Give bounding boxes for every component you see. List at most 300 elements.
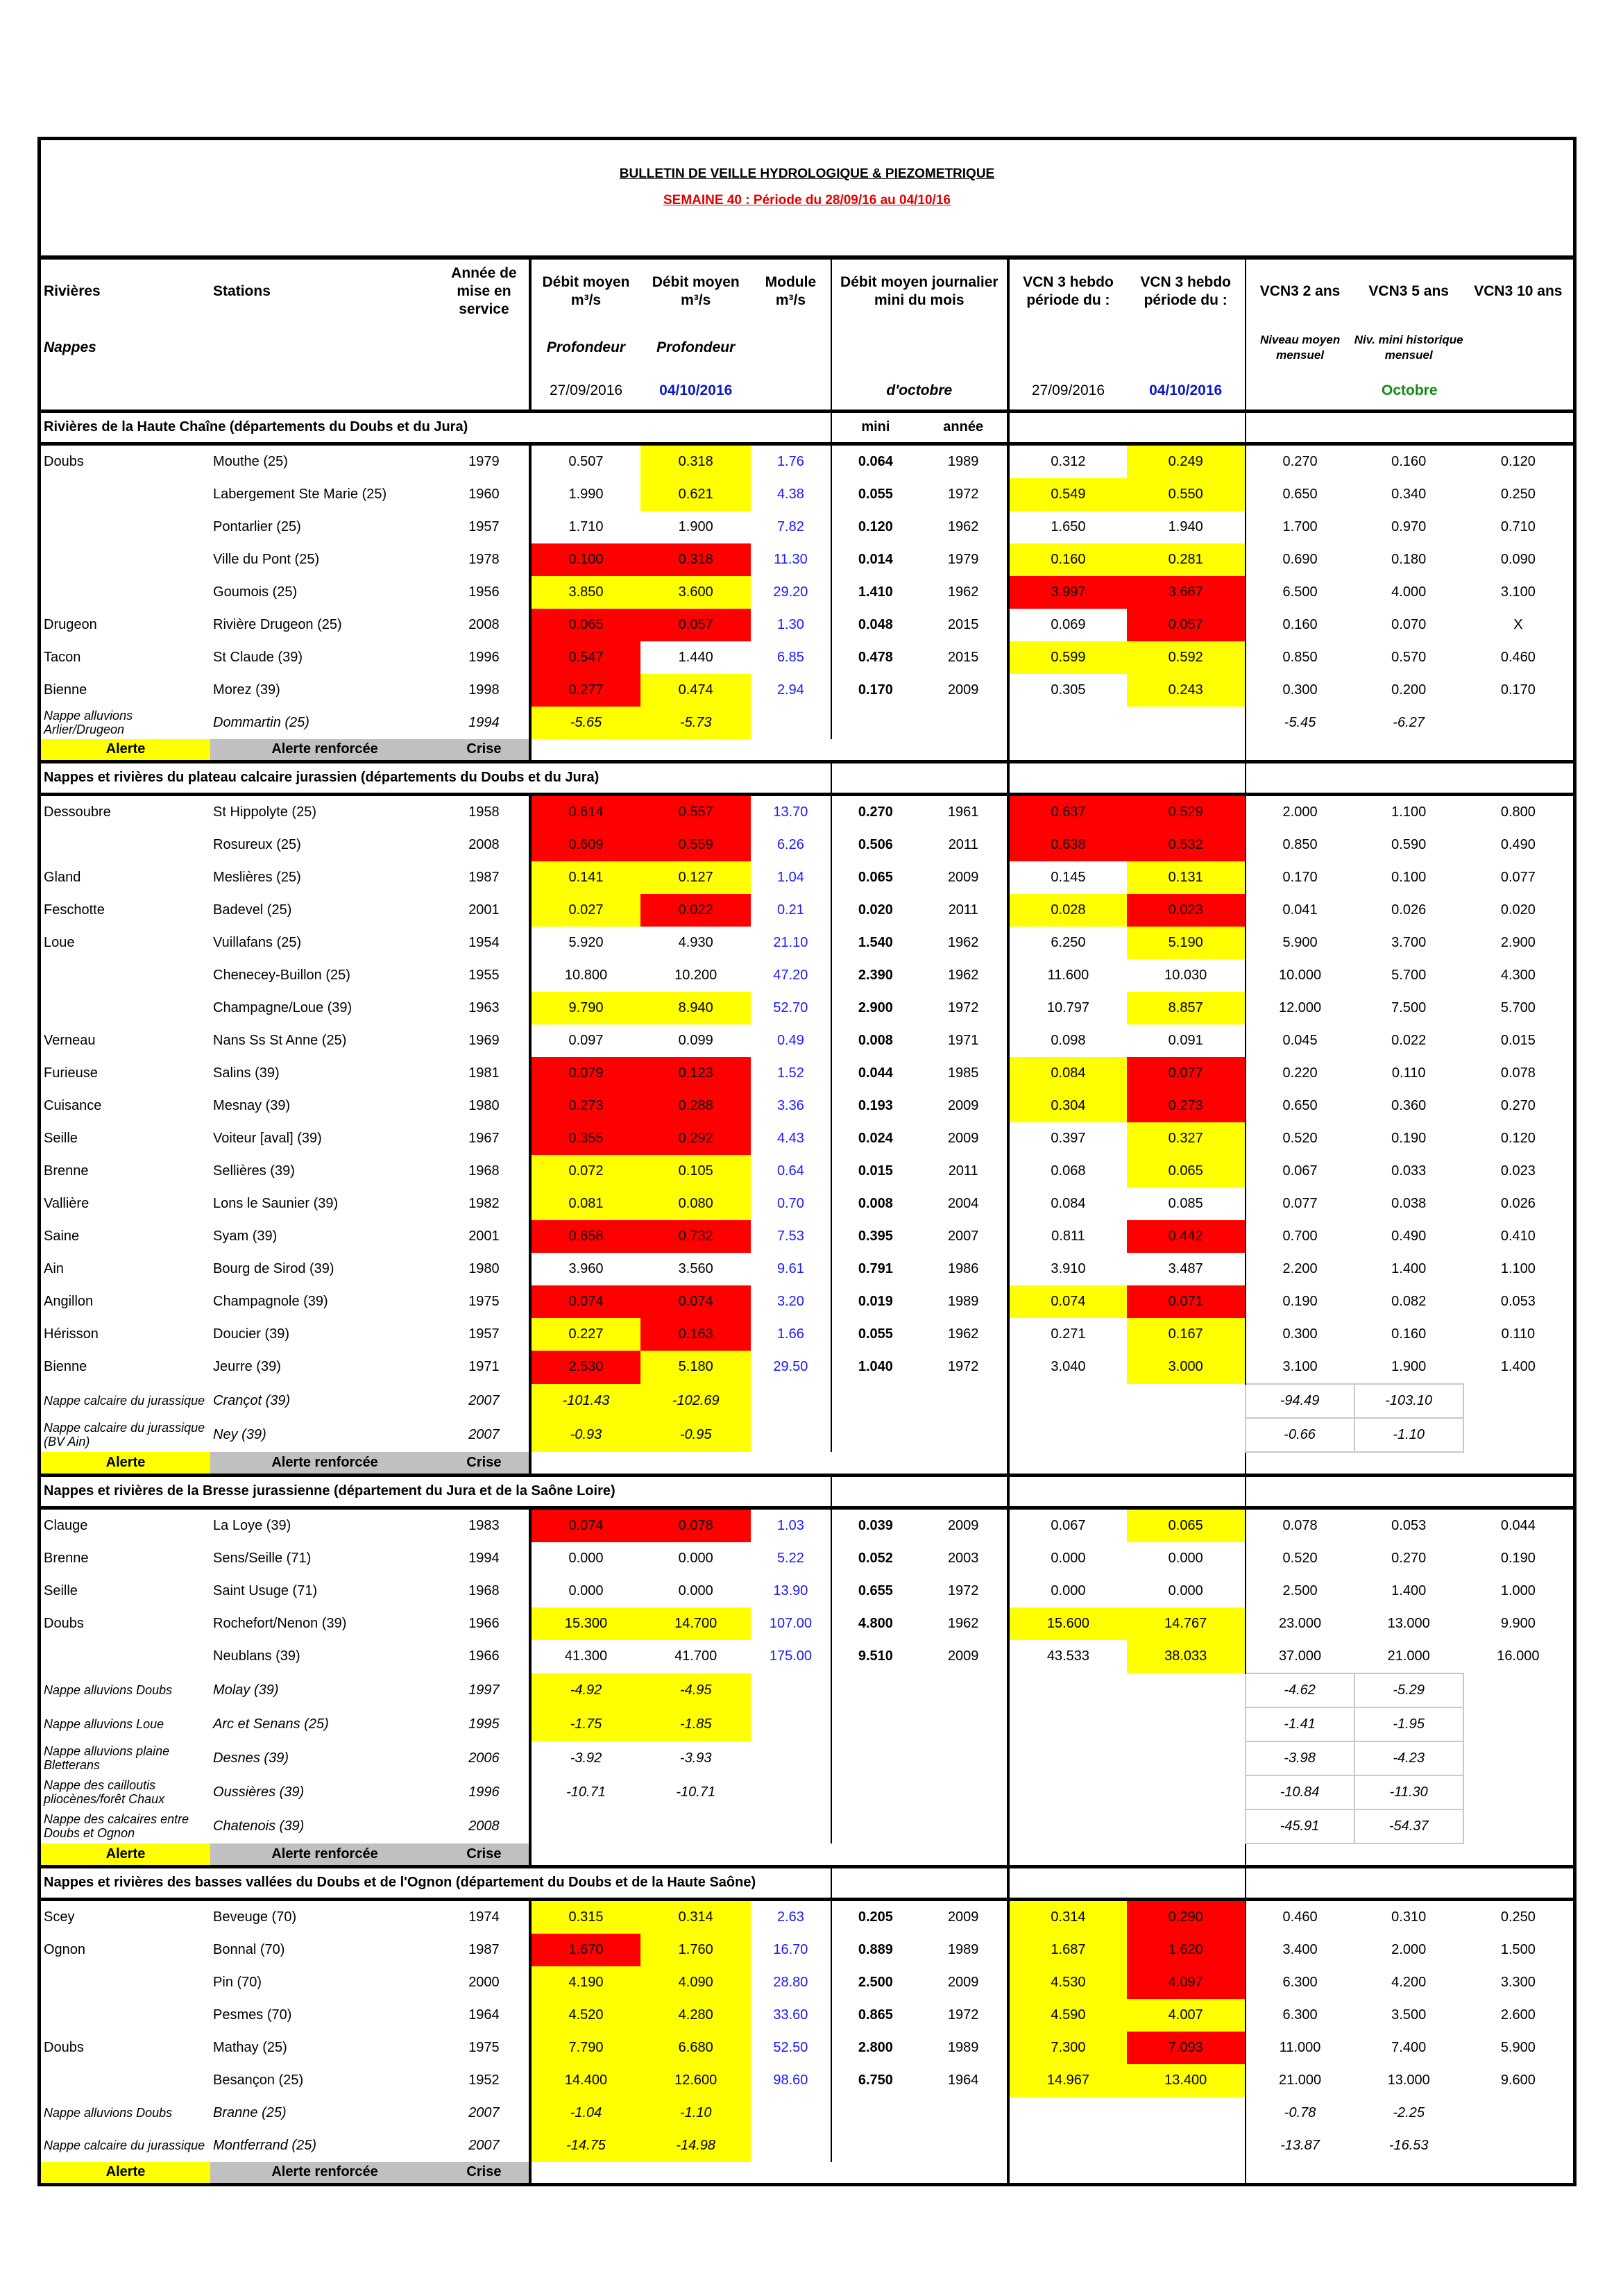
vcn3-2ans: 0.190 [1246, 1285, 1354, 1318]
debit-27-09: 0.277 [530, 674, 640, 707]
profondeur-04-10: -102.69 [640, 1384, 751, 1418]
module: 2.94 [776, 682, 804, 698]
vcn3-5ans: 0.570 [1391, 649, 1427, 665]
vcn3-2ans: 12.000 [1246, 992, 1354, 1024]
vcn-hebdo-04-10: 8.857 [1127, 992, 1246, 1024]
river-name: Doubs [44, 453, 84, 469]
service-year: 2007 [468, 2137, 500, 2153]
debit-04-10: 14.700 [640, 1607, 751, 1640]
vcn-hebdo-04-10: 7.093 [1127, 2032, 1246, 2064]
vcn-hebdo-27-09: 0.549 [1008, 478, 1127, 511]
station-row [41, 543, 1573, 576]
debit-mini-year: 1989 [947, 1941, 979, 1957]
header-vcn3-10ans: VCN3 10 ans [1474, 283, 1563, 299]
vcn-hebdo-04-10: 0.057 [1127, 609, 1246, 641]
station-name: Pontarlier (25) [213, 518, 301, 534]
debit-mini-year: 2009 [947, 1517, 979, 1533]
debit-mini-year: 2011 [948, 836, 978, 852]
service-year: 1964 [468, 2007, 500, 2023]
module: 5.22 [776, 1550, 804, 1566]
station-row [41, 959, 1573, 992]
debit-04-10: 0.163 [640, 1318, 751, 1351]
vcn3-10ans: 2.900 [1500, 934, 1536, 950]
header-debit-1: Débit moyen m³/s [530, 260, 640, 323]
service-year: 1960 [468, 486, 500, 502]
debit-04-10: 0.022 [640, 894, 751, 927]
debit-mini-year: 1962 [947, 934, 979, 950]
vcn3-5ans: 0.038 [1391, 1195, 1427, 1211]
station-name: Saint Usuge (71) [213, 1582, 318, 1598]
vcn-hebdo-27-09: 15.600 [1008, 1607, 1127, 1640]
vcn3-5ans: 0.490 [1391, 1228, 1427, 1244]
vcn-hebdo-04-10: 0.442 [1127, 1220, 1246, 1253]
header-vcn-date-2: 04/10/2016 [1149, 382, 1223, 398]
vcn-hebdo-27-09: 0.160 [1008, 543, 1127, 576]
vcn3-10ans: 0.250 [1500, 486, 1536, 502]
module: 1.30 [776, 616, 804, 632]
nappe-station: Molay (39) [213, 1682, 279, 1698]
debit-27-09: 14.400 [530, 2064, 640, 2097]
vcn3-5ans: 0.022 [1391, 1032, 1427, 1048]
vcn-hebdo-27-09: 4.590 [1008, 1999, 1127, 2032]
legend-crise: Crise [439, 739, 530, 762]
legend-spacer [530, 2162, 1008, 2183]
debit-27-09: 0.000 [530, 1542, 640, 1575]
vcn3-5ans: 13.000 [1387, 2072, 1430, 2088]
niveau-mini-historique: -103.10 [1354, 1384, 1463, 1418]
debit-04-10: 0.078 [640, 1508, 751, 1542]
debit-mini-year: 1989 [947, 1293, 979, 1309]
module: 0.64 [776, 1163, 804, 1179]
empty-vcn-hebdo [1008, 1809, 1245, 1843]
river-name: Furieuse [44, 1065, 98, 1081]
header-row-3 [41, 372, 1573, 411]
debit-mini-year: 2009 [947, 1909, 979, 1925]
vcn-hebdo-27-09: 0.637 [1008, 794, 1127, 829]
niveau-moyen-mensuel: -94.49 [1246, 1384, 1354, 1418]
debit-mini-year: 2003 [947, 1550, 979, 1566]
station-name: La Loye (39) [213, 1517, 291, 1533]
niveau-moyen-mensuel: -4.62 [1246, 1673, 1354, 1707]
legend-spacer [1008, 2162, 1245, 2183]
debit-04-10: 1.440 [678, 649, 713, 665]
vcn-hebdo-27-09: 0.074 [1008, 1285, 1127, 1318]
vcn-hebdo-04-10: 1.940 [1168, 518, 1203, 534]
module: 28.80 [773, 1974, 808, 1990]
vcn-hebdo-27-09: 0.084 [1008, 1057, 1127, 1090]
river-name: Cuisance [44, 1097, 102, 1113]
legend-row [41, 1843, 1573, 1867]
vcn3-2ans: 6.500 [1246, 576, 1354, 609]
debit-04-10: 0.074 [640, 1285, 751, 1318]
station-row [41, 1318, 1573, 1351]
debit-04-10: 0.123 [640, 1057, 751, 1090]
service-year: 1995 [468, 1716, 500, 1732]
legend-spacer [1008, 1452, 1245, 1476]
debit-mini-year: 2011 [948, 1163, 978, 1179]
module: 6.85 [776, 649, 804, 665]
legend-alerte-renforcee: Alerte renforcée [210, 2162, 439, 2183]
debit-04-10: 0.314 [640, 1899, 751, 1934]
debit-27-09: 1.990 [530, 478, 640, 511]
station-row [41, 1188, 1573, 1220]
niveau-mini-historique: -1.10 [1354, 1418, 1463, 1452]
module: 11.30 [774, 551, 808, 567]
debit-27-09: 0.065 [530, 609, 640, 641]
station-name: Jeurre (39) [213, 1359, 281, 1374]
section-spacer [1008, 1475, 1245, 1508]
module: 2.63 [776, 1909, 804, 1925]
debit-mini: 9.510 [831, 1640, 920, 1673]
vcn3-2ans: 11.000 [1246, 2032, 1354, 2064]
station-name: Beveuge (70) [213, 1909, 297, 1925]
station-name: Mouthe (25) [213, 453, 288, 469]
legend-spacer [530, 739, 1008, 762]
empty-mini [831, 1741, 1009, 1775]
vcn3-2ans: 2.200 [1246, 1253, 1354, 1285]
vcn3-5ans: 0.360 [1391, 1097, 1427, 1113]
debit-mini: 0.655 [831, 1575, 920, 1607]
legend-spacer [1246, 2162, 1573, 2183]
debit-04-10: 41.700 [674, 1648, 717, 1664]
niveau-mini-historique: -54.37 [1354, 1809, 1463, 1843]
vcn3-2ans: 0.041 [1246, 894, 1354, 927]
vcn3-10ans: 0.250 [1500, 1909, 1536, 1925]
river-name [41, 959, 210, 992]
debit-27-09: 7.790 [530, 2032, 640, 2064]
debit-27-09: 0.141 [530, 861, 640, 894]
legend-crise: Crise [439, 2162, 530, 2183]
vcn-hebdo-04-10: 4.007 [1127, 1999, 1246, 2032]
debit-mini: 0.044 [831, 1057, 920, 1090]
vcn-hebdo-04-10: 0.592 [1127, 641, 1246, 674]
vcn-hebdo-04-10: 10.030 [1164, 967, 1207, 983]
station-row [41, 1934, 1573, 1966]
debit-mini: 1.040 [831, 1351, 920, 1384]
profondeur-04-10: -0.95 [640, 1418, 751, 1452]
river-name: Loue [44, 934, 75, 950]
nappe-station: Desnes (39) [213, 1750, 289, 1766]
service-year: 1975 [468, 1293, 500, 1309]
station-name: Doucier (39) [213, 1326, 290, 1342]
station-name: St Hippolyte (25) [213, 804, 317, 820]
vcn3-10ans: 4.300 [1500, 967, 1536, 983]
debit-27-09: 15.300 [530, 1607, 640, 1640]
vcn3-2ans: 0.520 [1246, 1542, 1354, 1575]
vcn3-10ans: 0.023 [1500, 1163, 1536, 1179]
vcn-hebdo-27-09: 0.068 [1008, 1155, 1127, 1188]
debit-27-09: 0.100 [530, 543, 640, 576]
vcn3-10ans: 3.300 [1500, 1974, 1536, 1990]
vcn3-2ans: 0.300 [1246, 674, 1354, 707]
vcn3-5ans: 0.590 [1391, 836, 1427, 852]
debit-04-10: 12.600 [640, 2064, 751, 2097]
river-name [41, 829, 210, 861]
station-row [41, 829, 1573, 861]
vcn3-10ans: 0.490 [1500, 836, 1536, 852]
niveau-mini-historique: -1.95 [1354, 1707, 1463, 1741]
vcn3-10ans: 0.053 [1500, 1293, 1536, 1309]
station-row [41, 1090, 1573, 1122]
vcn3-5ans: 0.033 [1391, 1163, 1427, 1179]
debit-27-09: 0.547 [530, 641, 640, 674]
vcn3-5ans: 7.500 [1391, 999, 1427, 1015]
nappe-name: Nappe calcaire du jurassique [44, 1394, 205, 1408]
station-name: Besançon (25) [213, 2072, 304, 2088]
vcn-hebdo-27-09: 3.040 [1008, 1351, 1127, 1384]
empty-mini [831, 1673, 1009, 1707]
vcn-hebdo-04-10: 0.065 [1127, 1155, 1246, 1188]
vcn3-2ans: 0.045 [1246, 1024, 1354, 1057]
empty-module [751, 707, 831, 739]
service-year: 2001 [468, 1228, 500, 1244]
station-row [41, 861, 1573, 894]
station-row [41, 1508, 1573, 1542]
debit-27-09: 1.710 [530, 511, 640, 543]
nappe-station: Chatenois (39) [213, 1818, 305, 1834]
vcn3-5ans: 0.100 [1391, 869, 1427, 885]
module: 52.70 [773, 999, 808, 1015]
vcn3-5ans: 0.110 [1391, 1065, 1426, 1081]
debit-mini: 0.024 [831, 1122, 920, 1155]
niveau-moyen-mensuel: -10.84 [1246, 1775, 1354, 1809]
station-name: Syam (39) [213, 1228, 278, 1244]
nappe-name: Nappe alluvions Arlier/Drugeon [44, 709, 133, 736]
vcn-hebdo-04-10: 0.249 [1127, 444, 1246, 478]
vcn3-5ans: 7.400 [1391, 2039, 1427, 2055]
station-name: Mathay (25) [213, 2039, 287, 2055]
river-name: Dessoubre [44, 804, 111, 820]
debit-mini-year: 2009 [947, 1097, 979, 1113]
module: 7.53 [776, 1228, 804, 1244]
profondeur-27-09: -0.93 [530, 1418, 640, 1452]
legend-crise: Crise [439, 1843, 530, 1867]
debit-mini-year: 1962 [947, 1615, 979, 1631]
vcn3-5ans: 1.400 [1391, 1582, 1427, 1598]
niveau-mini-historique: -2.25 [1393, 2104, 1425, 2120]
niveau-moyen-mensuel: -0.66 [1246, 1418, 1354, 1452]
service-year: 1987 [468, 1941, 500, 1957]
vcn-hebdo-04-10: 0.000 [1168, 1582, 1203, 1598]
service-year: 1979 [468, 453, 500, 469]
vcn3-10ans: 0.460 [1500, 649, 1536, 665]
niveau-moyen-mensuel: -5.45 [1246, 707, 1354, 739]
header-vcn3-5ans: VCN3 5 ans [1368, 283, 1449, 299]
debit-mini: 0.008 [831, 1024, 920, 1057]
vcn3-5ans: 0.340 [1391, 486, 1427, 502]
vcn3-5ans: 1.100 [1391, 804, 1427, 820]
header-annee: Année de mise en service [451, 265, 517, 317]
nappe-name: Nappe alluvions plaine Bletterans [44, 1744, 170, 1772]
header-vcn3-2ans: VCN3 2 ans [1246, 260, 1354, 323]
vcn-hebdo-27-09: 1.650 [1008, 511, 1127, 543]
debit-mini-year: 1985 [947, 1065, 979, 1081]
legend-spacer [1246, 739, 1573, 762]
service-year: 1957 [468, 1326, 500, 1342]
nappe-row [41, 1673, 1573, 1707]
debit-mini-year: 1971 [947, 1032, 979, 1048]
nappe-name: Nappe des calcaires entre Doubs et Ognon [44, 1812, 189, 1840]
debit-04-10: 0.105 [640, 1155, 751, 1188]
vcn3-2ans: 0.077 [1246, 1188, 1354, 1220]
bulletin-sheet [37, 137, 1577, 2186]
vcn3-5ans: 13.000 [1387, 1615, 1430, 1631]
vcn3-2ans: 0.650 [1246, 1090, 1354, 1122]
vcn3-10ans: 1.100 [1500, 1260, 1536, 1276]
river-name: Vallière [44, 1195, 90, 1211]
empty-vcn-hebdo [1008, 2129, 1245, 2162]
header-doctobre: d'octobre [831, 372, 1009, 411]
debit-mini-year: 2009 [947, 869, 979, 885]
debit-27-09: 10.800 [530, 959, 640, 992]
station-row [41, 927, 1573, 959]
debit-04-10: 6.680 [640, 2032, 751, 2064]
vcn-hebdo-04-10: 0.085 [1168, 1195, 1203, 1211]
debit-27-09: 0.273 [530, 1090, 640, 1122]
vcn3-10ans: 0.026 [1500, 1195, 1536, 1211]
nappe-row [41, 1384, 1573, 1418]
debit-mini: 0.015 [831, 1155, 920, 1188]
module: 1.03 [776, 1517, 804, 1533]
debit-mini: 2.800 [831, 2032, 920, 2064]
header-debit-mini: Débit moyen journalier mini du mois [831, 260, 1009, 323]
vcn-hebdo-04-10: 0.131 [1127, 861, 1246, 894]
station-row [41, 1607, 1573, 1640]
vcn3-10ans: 0.410 [1500, 1228, 1536, 1244]
debit-04-10: 5.180 [640, 1351, 751, 1384]
vcn3-2ans: 0.520 [1246, 1122, 1354, 1155]
section-spacer [1246, 1866, 1573, 1899]
debit-04-10: 0.318 [640, 543, 751, 576]
empty-cell [1463, 1673, 1573, 1707]
service-year: 1997 [468, 1682, 500, 1698]
legend-spacer [1246, 1843, 1573, 1867]
vcn3-2ans: 21.000 [1246, 2064, 1354, 2097]
vcn3-5ans: 0.200 [1391, 682, 1427, 698]
vcn-hebdo-04-10: 38.033 [1127, 1640, 1246, 1673]
module: 33.60 [773, 2007, 808, 2023]
niveau-moyen-mensuel: -45.91 [1246, 1809, 1354, 1843]
section-title: Rivières de la Haute Chaîne (départements du Doubs et du Jura) [41, 411, 831, 444]
debit-04-10: 0.474 [640, 674, 751, 707]
data-table [41, 260, 1573, 2183]
debit-mini: 0.055 [831, 1318, 920, 1351]
debit-27-09: 0.614 [530, 794, 640, 829]
station-name: Lons le Saunier (39) [213, 1195, 339, 1211]
header-niv-mini: Niv. mini historique mensuel [1354, 333, 1463, 362]
river-name: Tacon [44, 649, 81, 665]
nappe-name: Nappe des cailloutis pliocènes/forêt Chaux [44, 1778, 165, 1806]
section-spacer [1008, 411, 1245, 444]
debit-mini: 0.019 [831, 1285, 920, 1318]
empty-vcn-hebdo [1008, 2097, 1245, 2129]
vcn3-2ans: 0.067 [1246, 1155, 1354, 1188]
debit-04-10: 0.292 [640, 1122, 751, 1155]
vcn3-2ans: 2.000 [1246, 794, 1354, 829]
bulletin-subtitle: SEMAINE 40 : Période du 28/09/16 au 04/10/16 [663, 193, 951, 208]
empty-vcn-hebdo [1008, 1707, 1245, 1741]
station-row [41, 1575, 1573, 1607]
vcn3-2ans: 0.160 [1246, 609, 1354, 641]
station-name: Pesmes (70) [213, 2007, 292, 2023]
vcn3-5ans: 0.270 [1391, 1550, 1427, 1566]
vcn3-5ans: 3.500 [1391, 2007, 1427, 2023]
profondeur-27-09: -101.43 [530, 1384, 640, 1418]
service-year: 1954 [468, 934, 500, 950]
module: 29.50 [773, 1359, 808, 1374]
station-row [41, 444, 1573, 478]
vcn-hebdo-04-10: 0.065 [1127, 1508, 1246, 1542]
station-name: Badevel (25) [213, 902, 292, 918]
vcn3-10ans: 9.600 [1500, 2072, 1536, 2088]
debit-mini: 0.865 [831, 1999, 920, 2032]
station-row [41, 511, 1573, 543]
vcn3-5ans: 0.310 [1391, 1909, 1427, 1925]
station-name: Pin (70) [213, 1974, 262, 1990]
profondeur-27-09: -10.71 [530, 1775, 640, 1809]
debit-04-10: 10.200 [674, 967, 717, 983]
vcn-hebdo-27-09: 0.145 [1008, 861, 1127, 894]
debit-mini: 0.048 [831, 609, 920, 641]
service-year: 2008 [468, 836, 500, 852]
vcn3-2ans: 0.170 [1246, 861, 1354, 894]
station-name: Ville du Pont (25) [213, 551, 320, 567]
vcn3-10ans: 0.710 [1500, 518, 1536, 534]
nappe-station: Montferrand (25) [213, 2137, 317, 2153]
legend-alerte-renforcee: Alerte renforcée [210, 739, 439, 762]
empty-vcn-hebdo [1008, 1673, 1245, 1707]
vcn3-10ans: 1.400 [1500, 1359, 1536, 1374]
module: 3.36 [776, 1097, 804, 1113]
empty-mini [831, 1384, 1009, 1418]
vcn3-10ans: 0.120 [1500, 453, 1536, 469]
section-header [41, 1866, 1573, 1899]
station-name: Mesnay (39) [213, 1097, 291, 1113]
niveau-mini-historique: -4.23 [1354, 1741, 1463, 1775]
station-row [41, 992, 1573, 1024]
legend-spacer [1008, 739, 1245, 762]
vcn-hebdo-27-09: 6.250 [1008, 927, 1127, 959]
station-row [41, 1285, 1573, 1318]
river-name: Drugeon [44, 616, 97, 632]
module: 52.50 [773, 2039, 808, 2055]
vcn3-10ans: 9.900 [1500, 1615, 1536, 1631]
service-year: 1968 [468, 1163, 500, 1179]
legend-row [41, 739, 1573, 762]
vcn3-2ans: 23.000 [1246, 1607, 1354, 1640]
debit-mini: 0.478 [831, 641, 920, 674]
station-name: Labergement Ste Marie (25) [213, 486, 387, 502]
debit-mini: 6.750 [831, 2064, 920, 2097]
vcn3-5ans: 4.000 [1391, 584, 1427, 600]
niveau-moyen-mensuel: -0.78 [1246, 2097, 1354, 2129]
profondeur-27-09: -14.75 [530, 2129, 640, 2162]
vcn3-10ans: 16.000 [1497, 1648, 1540, 1664]
service-year: 1955 [468, 967, 500, 983]
vcn-hebdo-27-09: 14.967 [1008, 2064, 1127, 2097]
module: 4.38 [776, 486, 804, 502]
debit-04-10: 0.099 [678, 1032, 713, 1048]
section-title: Nappes et rivières des basses vallées du Doubs et de l'Ognon (département du Doubs et de la Haute Saône) [41, 1866, 831, 1899]
empty-cell [1463, 1418, 1573, 1452]
river-name: Saine [44, 1228, 80, 1244]
nappe-name: Nappe alluvions Loue [44, 1717, 164, 1731]
debit-mini: 0.120 [831, 511, 920, 543]
station-row [41, 674, 1573, 707]
nappe-name: Nappe calcaire du jurassique (BV Ain) [44, 1421, 205, 1449]
debit-mini: 0.014 [831, 543, 920, 576]
river-name: Doubs [44, 1615, 84, 1631]
